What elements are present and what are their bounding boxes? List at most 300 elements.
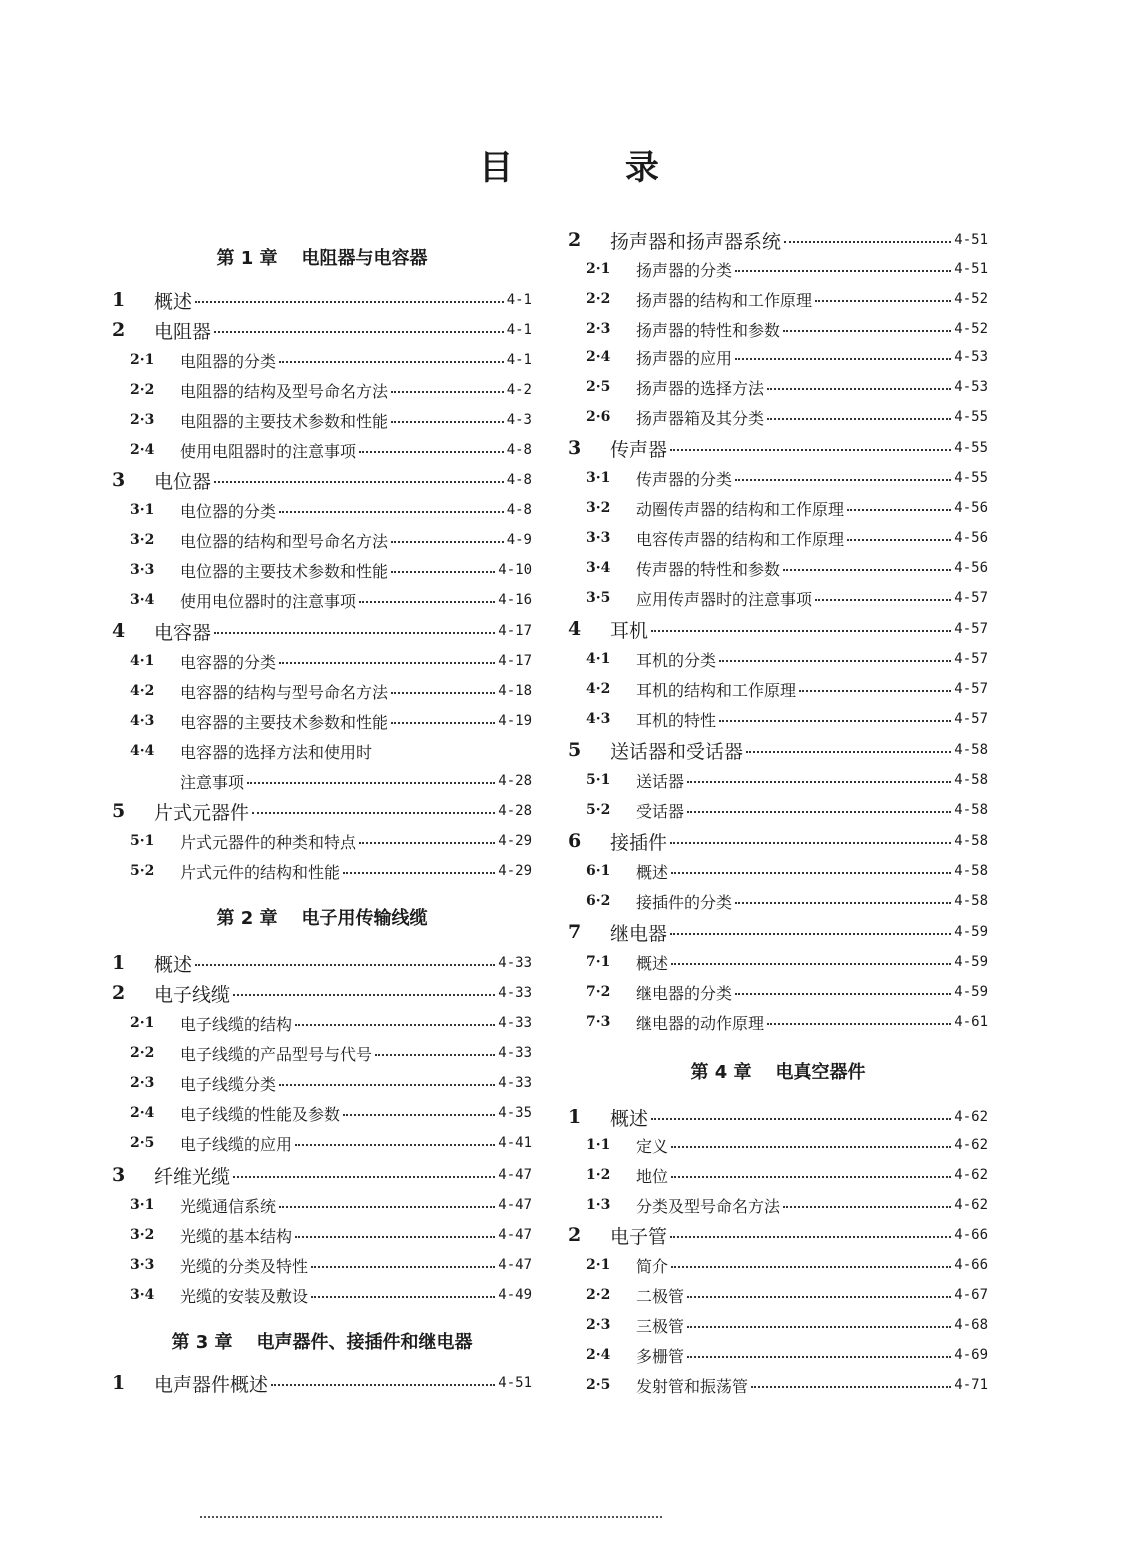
page-number: 4-57 <box>954 711 988 727</box>
page-title: 目 录 <box>479 148 709 188</box>
dot-leader <box>784 241 951 243</box>
toc-number: 2·1 <box>586 261 611 277</box>
toc-title: 继电器的动作原理 <box>636 1013 765 1033</box>
toc-subsection <box>568 254 988 284</box>
toc-number: 5·1 <box>586 772 611 788</box>
toc-title: 使用电阻器时的注意事项 <box>180 441 357 461</box>
page-number: 4-1 <box>506 322 532 338</box>
toc-subsection <box>568 1160 988 1190</box>
dot-leader <box>343 872 495 874</box>
page-number: 4-47 <box>498 1257 532 1273</box>
toc-title: 简介 <box>636 1256 669 1276</box>
toc-number: 2·5 <box>130 1135 155 1151</box>
toc-title: 纤维光缆 <box>154 1165 231 1188</box>
dot-leader <box>391 722 495 724</box>
dot-leader <box>767 388 951 390</box>
page-number: 4-58 <box>954 863 988 879</box>
toc-number: 1 <box>112 289 126 311</box>
page-number: 4-8 <box>506 442 532 458</box>
dot-leader <box>311 1296 495 1298</box>
dot-leader <box>670 449 951 451</box>
page-number: 4-66 <box>954 1257 988 1273</box>
toc-section <box>568 826 988 856</box>
toc-section <box>112 1160 532 1190</box>
chapter-title: 电真空器件 <box>775 1062 866 1083</box>
toc-number: 4·2 <box>586 681 611 697</box>
page-number: 4-56 <box>954 530 988 546</box>
toc-subsection <box>112 1128 532 1158</box>
toc-number: 4·1 <box>130 653 155 669</box>
toc-subsection <box>112 1038 532 1068</box>
toc-subsection <box>112 826 532 856</box>
toc-subsection <box>568 886 988 916</box>
page-number: 4-53 <box>954 379 988 395</box>
toc-title: 电容器的选择方法和使用时 <box>180 742 373 762</box>
page-number: 4-17 <box>498 623 532 639</box>
toc-number: 2 <box>112 319 126 341</box>
toc-number: 2·6 <box>586 409 611 425</box>
dot-leader <box>391 421 504 423</box>
toc-title: 耳机的特性 <box>636 710 717 730</box>
chapter-title: 电声器件、接插件和继电器 <box>256 1332 473 1353</box>
toc-title: 概述 <box>610 1107 649 1130</box>
toc-section <box>112 948 532 978</box>
toc-subsection <box>568 1130 988 1160</box>
toc-number: 4·3 <box>586 711 611 727</box>
toc-number: 2 <box>112 982 126 1004</box>
toc-subsection <box>568 977 988 1007</box>
chapter-heading <box>568 1054 988 1088</box>
toc-section <box>112 796 532 826</box>
dot-leader <box>670 842 951 844</box>
dot-leader <box>651 1118 951 1120</box>
toc-number: 2·2 <box>586 1287 611 1303</box>
toc-title: 光缆的分类及特性 <box>180 1256 309 1276</box>
dot-leader <box>746 751 951 753</box>
toc-title: 电位器的结构和型号命名方法 <box>180 531 389 551</box>
toc-title: 地位 <box>636 1166 669 1186</box>
toc-number: 3 <box>568 437 582 459</box>
dot-leader <box>735 358 951 360</box>
dot-leader <box>687 781 951 783</box>
toc-number: 3·3 <box>130 1257 155 1273</box>
toc-title: 接插件 <box>610 831 668 854</box>
dot-leader <box>311 1266 495 1268</box>
toc-title: 电容器的结构与型号命名方法 <box>180 682 389 702</box>
toc-subsection <box>568 1280 988 1310</box>
toc-number: 2·3 <box>586 321 611 337</box>
toc-section <box>112 315 532 345</box>
toc-section <box>112 1368 532 1398</box>
page-number: 4-62 <box>954 1167 988 1183</box>
toc-number: 6·2 <box>586 893 611 909</box>
toc-title: 电子线缆 <box>154 983 231 1006</box>
toc-subsection <box>568 463 988 493</box>
toc-title: 耳机的分类 <box>636 650 717 670</box>
dot-leader <box>195 964 495 966</box>
toc-number: 2·4 <box>130 442 155 458</box>
page-number: 4-33 <box>498 1015 532 1031</box>
toc-title: 电阻器的结构及型号命名方法 <box>180 381 389 401</box>
toc-section <box>568 917 988 947</box>
dot-leader <box>687 1356 951 1358</box>
toc-title: 扬声器的应用 <box>636 348 733 368</box>
chapter-label: 第 3 章 <box>171 1332 233 1353</box>
page-number: 4-29 <box>498 863 532 879</box>
toc-number: 7·2 <box>586 984 611 1000</box>
dot-leader <box>670 1236 951 1238</box>
toc-number: 2·4 <box>586 1347 611 1363</box>
toc-number: 7·3 <box>586 1014 611 1030</box>
dot-leader <box>359 842 495 844</box>
toc-number: 6 <box>568 830 582 852</box>
toc-title: 电位器 <box>154 470 212 493</box>
toc-number: 2·5 <box>586 1377 611 1393</box>
page-number: 4-33 <box>498 1045 532 1061</box>
toc-number: 2·2 <box>586 291 611 307</box>
dot-leader <box>815 300 951 302</box>
toc-number: 1 <box>568 1106 582 1128</box>
page-number: 4-59 <box>954 984 988 1000</box>
page-number: 4-28 <box>498 773 532 789</box>
toc-title: 电阻器 <box>154 320 212 343</box>
page-number: 4-55 <box>954 470 988 486</box>
page-number: 4-1 <box>506 292 532 308</box>
toc-number: 2·1 <box>130 1015 155 1031</box>
dot-leader <box>783 569 951 571</box>
toc-number: 4·1 <box>586 651 611 667</box>
toc-subsection <box>568 856 988 886</box>
toc-number: 3·2 <box>130 1227 155 1243</box>
dot-leader <box>735 993 951 995</box>
toc-number: 3·4 <box>130 1287 155 1303</box>
page-number: 4-8 <box>506 472 532 488</box>
page-number: 4-59 <box>954 954 988 970</box>
dot-leader <box>735 270 951 272</box>
page-number: 4-52 <box>954 321 988 337</box>
toc-number: 2·3 <box>130 412 155 428</box>
page-number: 4-55 <box>954 440 988 456</box>
toc-title: 接插件的分类 <box>636 892 733 912</box>
toc-subsection <box>568 493 988 523</box>
toc-subsection <box>112 1280 532 1310</box>
chapter-heading <box>112 240 532 274</box>
toc-title: 电容器 <box>154 621 212 644</box>
toc-title: 电声器件概述 <box>154 1373 269 1396</box>
toc-title: 发射管和振荡管 <box>636 1376 749 1396</box>
toc-subsection <box>568 1370 988 1400</box>
toc-subsection <box>112 676 532 706</box>
toc-subsection <box>568 583 988 613</box>
dot-leader <box>214 481 504 483</box>
toc-number: 2·3 <box>586 1317 611 1333</box>
page-number: 4-58 <box>954 802 988 818</box>
page-number: 4-62 <box>954 1197 988 1213</box>
dot-leader <box>279 1084 495 1086</box>
footer-divider <box>200 1516 662 1518</box>
toc-title: 电子线缆的性能及参数 <box>180 1104 341 1124</box>
toc-section <box>568 433 988 463</box>
toc-number: 3·1 <box>130 502 155 518</box>
dot-leader <box>671 872 951 874</box>
toc-number: 5·2 <box>130 863 155 879</box>
toc-subsection <box>112 525 532 555</box>
toc-number: 2·5 <box>586 379 611 395</box>
toc-number: 5 <box>112 800 126 822</box>
page-number: 4-29 <box>498 833 532 849</box>
page-number: 4-18 <box>498 683 532 699</box>
toc-subsection <box>568 704 988 734</box>
dot-leader <box>271 1384 495 1386</box>
toc-number: 4·2 <box>130 683 155 699</box>
dot-leader <box>279 511 504 513</box>
chapter-label: 第 4 章 <box>690 1062 752 1083</box>
toc-section <box>568 1220 988 1250</box>
dot-leader <box>391 692 495 694</box>
toc-title: 继电器 <box>610 922 668 945</box>
dot-leader <box>670 933 951 935</box>
toc-title: 受话器 <box>636 801 685 821</box>
page-number: 4-56 <box>954 500 988 516</box>
toc-section <box>568 225 988 255</box>
dot-leader <box>651 630 951 632</box>
toc-title: 片式元器件的种类和特点 <box>180 832 357 852</box>
toc-number: 1 <box>112 1372 126 1394</box>
toc-title: 电子管 <box>610 1225 668 1248</box>
toc-number: 3·4 <box>586 560 611 576</box>
toc-subsection <box>112 766 532 796</box>
toc-number: 5·1 <box>130 833 155 849</box>
page-number: 4-68 <box>954 1317 988 1333</box>
dot-leader <box>719 660 951 662</box>
toc-title: 片式元件的结构和性能 <box>180 862 341 882</box>
toc-title: 使用电位器时的注意事项 <box>180 591 357 611</box>
toc-subsection <box>112 435 532 465</box>
toc-title: 电容器的主要技术参数和性能 <box>180 712 389 732</box>
dot-leader <box>279 1206 495 1208</box>
toc-title: 光缆通信系统 <box>180 1196 277 1216</box>
dot-leader <box>391 391 504 393</box>
page-number: 4-58 <box>954 833 988 849</box>
toc-number: 3·3 <box>586 530 611 546</box>
toc-subsection <box>568 1250 988 1280</box>
chapter-heading <box>112 900 532 934</box>
page-number: 4-8 <box>506 502 532 518</box>
toc-subsection <box>568 1340 988 1370</box>
toc-title: 三极管 <box>636 1316 685 1336</box>
toc-title: 电位器的分类 <box>180 501 277 521</box>
toc-title: 电容传声器的结构和工作原理 <box>636 529 845 549</box>
toc-subsection <box>568 1190 988 1220</box>
dot-leader <box>671 1176 951 1178</box>
page-number: 4-9 <box>506 532 532 548</box>
toc-title: 电子线缆的应用 <box>180 1134 293 1154</box>
toc-subsection <box>568 523 988 553</box>
toc-subsection <box>112 856 532 886</box>
dot-leader <box>279 662 495 664</box>
toc-subsection <box>568 795 988 825</box>
page-number: 4-51 <box>954 232 988 248</box>
toc-number: 2·2 <box>130 382 155 398</box>
dot-leader <box>687 811 951 813</box>
dot-leader <box>359 601 495 603</box>
toc-number: 4 <box>568 618 582 640</box>
toc-number: 1·3 <box>586 1197 611 1213</box>
toc-title: 送话器和受话器 <box>610 740 744 763</box>
toc-title: 耳机 <box>610 619 649 642</box>
toc-number: 3·4 <box>130 592 155 608</box>
toc-number: 4 <box>112 620 126 642</box>
toc-subsection <box>112 646 532 676</box>
toc-number: 3·1 <box>586 470 611 486</box>
toc-number: 3·2 <box>130 532 155 548</box>
toc-subsection <box>568 553 988 583</box>
page-number: 4-67 <box>954 1287 988 1303</box>
toc-subsection <box>112 1098 532 1128</box>
toc-title: 定义 <box>636 1136 669 1156</box>
dot-leader <box>233 1176 495 1178</box>
page-number: 4-19 <box>498 713 532 729</box>
page-number: 4-41 <box>498 1135 532 1151</box>
toc-title: 传声器的特性和参数 <box>636 559 781 579</box>
page-number: 4-47 <box>498 1197 532 1213</box>
toc-subsection <box>568 674 988 704</box>
page-number: 4-51 <box>498 1375 532 1391</box>
toc-title: 扬声器的选择方法 <box>636 378 765 398</box>
dot-leader <box>671 1266 951 1268</box>
page-number: 4-57 <box>954 621 988 637</box>
dot-leader <box>671 1146 951 1148</box>
toc-number: 7 <box>568 921 582 943</box>
page-number: 4-69 <box>954 1347 988 1363</box>
page-number: 4-57 <box>954 651 988 667</box>
toc-number: 1·2 <box>586 1167 611 1183</box>
chapter-label: 第 2 章 <box>216 908 278 929</box>
dot-leader <box>687 1326 951 1328</box>
toc-title: 扬声器的特性和参数 <box>636 320 781 340</box>
dot-leader <box>847 539 951 541</box>
page-number: 4-62 <box>954 1109 988 1125</box>
page-number: 4-59 <box>954 924 988 940</box>
dot-leader <box>799 690 951 692</box>
toc-subsection <box>112 495 532 525</box>
dot-leader <box>214 331 504 333</box>
page-number: 4-57 <box>954 590 988 606</box>
toc-title: 电子线缆的结构 <box>180 1014 293 1034</box>
toc-title: 片式元器件 <box>154 801 250 824</box>
toc-number: 3·2 <box>586 500 611 516</box>
toc-title: 电位器的主要技术参数和性能 <box>180 561 389 581</box>
page-number: 4-33 <box>498 1075 532 1091</box>
dot-leader <box>195 301 504 303</box>
toc-title: 扬声器箱及其分类 <box>636 408 765 428</box>
toc-number: 2·4 <box>130 1105 155 1121</box>
toc-number: 3·5 <box>586 590 611 606</box>
page-number: 4-57 <box>954 681 988 697</box>
dot-leader <box>279 361 504 363</box>
toc-subsection <box>568 314 988 344</box>
toc-title: 扬声器和扬声器系统 <box>610 230 782 253</box>
dot-leader <box>751 1386 951 1388</box>
toc-title: 传声器的分类 <box>636 469 733 489</box>
dot-leader <box>783 1206 951 1208</box>
toc-title: 多栅管 <box>636 1346 685 1366</box>
toc-number: 2 <box>568 1224 582 1246</box>
toc-subsection <box>568 342 988 372</box>
toc-title: 应用传声器时的注意事项 <box>636 589 813 609</box>
chapter-label: 第 1 章 <box>216 248 278 269</box>
toc-section <box>112 616 532 646</box>
toc-subsection <box>112 736 532 766</box>
dot-leader <box>391 571 495 573</box>
toc-section <box>568 1102 988 1132</box>
toc-section <box>568 735 988 765</box>
toc-subsection <box>568 644 988 674</box>
dot-leader <box>214 632 495 634</box>
dot-leader <box>687 1296 951 1298</box>
page-number: 4-53 <box>954 349 988 365</box>
toc-title: 继电器的分类 <box>636 983 733 1003</box>
page-number: 4-47 <box>498 1227 532 1243</box>
toc-title: 光缆的基本结构 <box>180 1226 293 1246</box>
dot-leader <box>735 902 951 904</box>
toc-subsection <box>112 585 532 615</box>
dot-leader <box>375 1054 495 1056</box>
page-number: 4-10 <box>498 562 532 578</box>
toc-title: 注意事项 <box>180 772 245 792</box>
dot-leader <box>671 963 951 965</box>
toc-subsection <box>568 765 988 795</box>
page-number: 4-1 <box>506 352 532 368</box>
dot-leader <box>847 509 951 511</box>
dot-leader <box>719 720 951 722</box>
toc-subsection <box>568 947 988 977</box>
toc-subsection <box>112 706 532 736</box>
dot-leader <box>391 541 504 543</box>
toc-number: 7·1 <box>586 954 611 970</box>
toc-number: 3 <box>112 1164 126 1186</box>
toc-title: 扬声器的分类 <box>636 260 733 280</box>
toc-title: 耳机的结构和工作原理 <box>636 680 797 700</box>
toc-title: 电子线缆分类 <box>180 1074 277 1094</box>
toc-subsection <box>112 555 532 585</box>
toc-subsection <box>112 405 532 435</box>
page-number: 4-47 <box>498 1167 532 1183</box>
toc-title: 电阻器的分类 <box>180 351 277 371</box>
toc-title: 送话器 <box>636 771 685 791</box>
page-number: 4-58 <box>954 742 988 758</box>
page-number: 4-17 <box>498 653 532 669</box>
toc-title: 电阻器的主要技术参数和性能 <box>180 411 389 431</box>
toc-number: 4·3 <box>130 713 155 729</box>
toc-subsection <box>112 1250 532 1280</box>
dot-leader <box>295 1236 495 1238</box>
toc-title: 扬声器的结构和工作原理 <box>636 290 813 310</box>
toc-subsection <box>112 345 532 375</box>
toc-number: 2·3 <box>130 1075 155 1091</box>
page-number: 4-55 <box>954 409 988 425</box>
page-number: 4-16 <box>498 592 532 608</box>
toc-subsection <box>112 1068 532 1098</box>
toc-number: 3·1 <box>130 1197 155 1213</box>
toc-title: 概述 <box>154 290 193 313</box>
dot-leader <box>767 1023 951 1025</box>
toc-number: 2·1 <box>130 352 155 368</box>
toc-title: 概述 <box>154 953 193 976</box>
toc-number: 3 <box>112 469 126 491</box>
toc-title: 动圈传声器的结构和工作原理 <box>636 499 845 519</box>
toc-title: 概述 <box>636 953 669 973</box>
